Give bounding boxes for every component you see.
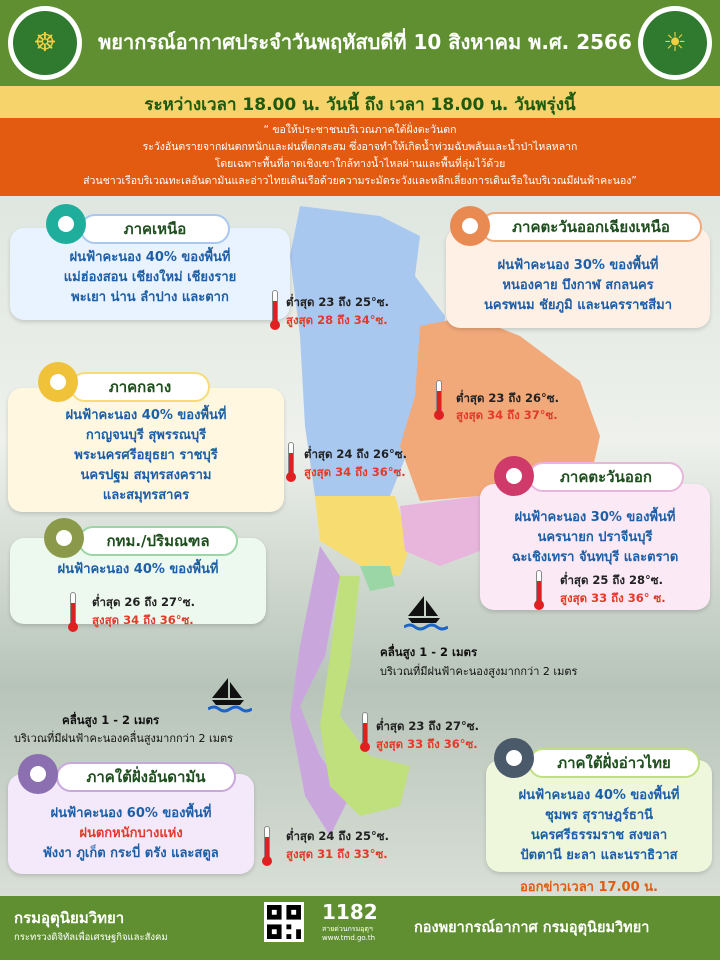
region-bangkok-shape xyxy=(360,566,395,591)
qr-code-icon[interactable] xyxy=(264,902,304,942)
region-line: พังงา ภูเก็ต กระบี่ ตรัง และสตูล xyxy=(43,846,219,861)
region-line: ฝนฟ้าคะนอง 40% ของพื้นที่ xyxy=(69,250,231,265)
region-line: ฝนฟ้าคะนอง 30% ของพื้นที่ xyxy=(514,510,676,525)
thermometer-icon xyxy=(360,712,370,754)
region-line: ฝนฟ้าคะนอง 60% ของพื้นที่ xyxy=(50,806,212,821)
temp-min-south-andaman: ต่ำสุด 24 ถึง 25°ซ. xyxy=(286,829,389,843)
hotline-number: 1182 xyxy=(322,900,378,924)
temp-max-bangkok: สูงสุด 34 ถึง 36°ซ. xyxy=(92,613,194,627)
location-pin-icon xyxy=(38,362,78,402)
location-pin-icon xyxy=(450,206,490,246)
tmd-seal-icon: ☀ xyxy=(643,11,707,75)
warning-line: โดยเฉพาะพื้นที่ลาดเชิงเขาใกล้ทางน้ำไหลผ่านและพื้นที่ลุ่มไว้ด้วย xyxy=(214,158,506,170)
region-line: และสมุทรสาคร xyxy=(102,488,190,503)
temp-min-northeast: ต่ำสุด 23 ถึง 26°ซ. xyxy=(456,391,559,405)
temp-min-north: ต่ำสุด 23 ถึง 25°ซ. xyxy=(286,295,389,309)
footer-org: กรมอุตุนิยมวิทยา xyxy=(14,909,125,927)
region-label-north: ภาคเหนือ xyxy=(80,214,230,244)
website-link[interactable]: www.tmd.go.th xyxy=(322,934,375,942)
region-label-bangkok: กทม./ปริมณฑล xyxy=(78,526,238,556)
temp-min-south-gulf: ต่ำสุด 23 ถึง 27°ซ. xyxy=(376,719,479,733)
footer-ministry: กระทรวงดิจิทัลเพื่อเศรษฐกิจและสังคม xyxy=(14,932,168,943)
wave-note-gulf: บริเวณที่มีฝนฟ้าคะนองสูงมากกว่า 2 เมตร xyxy=(380,665,578,678)
region-line: ฝนฟ้าคะนอง 40% ของพื้นที่ xyxy=(518,788,680,803)
region-line: ฝนฟ้าคะนอง 30% ของพื้นที่ xyxy=(497,258,659,273)
warning-banner xyxy=(0,118,720,196)
region-label-east: ภาคตะวันออก xyxy=(528,462,684,492)
region-line: นครพนม ชัยภูมิ และนครราชสีมา xyxy=(483,298,673,313)
temp-min-east: ต่ำสุด 25 ถึง 28°ซ. xyxy=(560,573,663,587)
sailboat-icon xyxy=(208,676,252,718)
region-line: พะเยา น่าน ลำปาง และตาก xyxy=(71,290,229,305)
region-card-northeast xyxy=(446,228,710,328)
ministry-seal-icon: ☸ xyxy=(13,11,77,75)
region-label-south-andaman: ภาคใต้ฝั่งอันดามัน xyxy=(56,762,236,792)
location-pin-icon xyxy=(18,754,58,794)
temp-max-northeast: สูงสุด 34 ถึง 37°ซ. xyxy=(456,408,558,422)
region-line: พระนครศรีอยุธยา ราชบุรี xyxy=(74,448,218,463)
temp-max-central: สูงสุด 34 ถึง 36°ซ. xyxy=(304,465,406,479)
issued-time: ออกข่าวเวลา 17.00 น. xyxy=(520,880,658,895)
location-pin-icon xyxy=(494,738,534,778)
hotline-label: สายด่วนกรมอุตุฯ xyxy=(322,925,373,933)
page-title: พยากรณ์อากาศประจำวันพฤหัสบดีที่ 10 สิงหาคม พ.ศ. 2566 xyxy=(98,30,632,54)
temp-max-east: สูงสุด 33 ถึง 36° ซ. xyxy=(560,591,666,605)
temp-min-bangkok: ต่ำสุด 26 ถึง 27°ซ. xyxy=(92,595,195,609)
location-pin-icon xyxy=(46,204,86,244)
region-label-northeast: ภาคตะวันออกเฉียงเหนือ xyxy=(480,212,702,242)
wave-note-andaman: บริเวณที่มีฝนฟ้าคะนองคลื่นสูงมากกว่า 2 เมตร xyxy=(14,732,234,745)
thermometer-icon xyxy=(534,570,544,612)
region-line: นครนายก ปราจีนบุรี xyxy=(537,530,653,545)
warning-line: “ ขอให้ประชาชนบริเวณภาคใต้ฝั่งตะวันตก xyxy=(263,124,457,136)
footer-division: กองพยากรณ์อากาศ กรมอุตุนิยมวิทยา xyxy=(414,920,650,936)
thermometer-icon xyxy=(262,826,272,868)
temp-max-south-andaman: สูงสุด 31 ถึง 33°ซ. xyxy=(286,847,388,861)
thermometer-icon xyxy=(434,380,444,422)
region-line: ฝนฟ้าคะนอง 40% ของพื้นที่ xyxy=(57,562,219,577)
ministry-logo xyxy=(8,6,82,80)
thermometer-icon xyxy=(286,442,296,484)
sailboat-icon xyxy=(404,594,448,636)
region-line: ปัตตานี ยะลา และนราธิวาส xyxy=(520,848,678,863)
thermometer-icon xyxy=(68,592,78,634)
tmd-logo xyxy=(638,6,712,80)
warning-line: ส่วนชาวเรือบริเวณทะเลอันดามันและอ่าวไทยเดินเรือด้วยความระมัดระวังและหลีกเลี่ยงการเดินเรือในบริเวณมีฝนฟ้าคะนอง” xyxy=(83,175,637,187)
region-line: หนองคาย บึงกาฬ สกลนคร xyxy=(502,278,654,293)
region-line: นครปฐม สมุทรสงคราม xyxy=(80,468,212,483)
location-pin-icon xyxy=(494,456,534,496)
region-label-central: ภาคกลาง xyxy=(70,372,210,402)
wave-title-andaman: คลื่นสูง 1 - 2 เมตร xyxy=(62,713,160,727)
temp-min-central: ต่ำสุด 24 ถึง 26°ซ. xyxy=(304,447,407,461)
forecast-period: ระหว่างเวลา 18.00 น. วันนี้ ถึง เวลา 18.00 น. วันพรุ่งนี้ xyxy=(144,95,576,115)
region-line: นครศรีธรรมราช สงขลา xyxy=(530,828,668,843)
region-line: กาญจนบุรี สุพรรณบุรี xyxy=(85,428,207,443)
thermometer-icon xyxy=(270,290,280,332)
region-line: ชุมพร สุราษฎร์ธานี xyxy=(544,808,654,823)
region-line: แม่ฮ่องสอน เชียงใหม่ เชียงราย xyxy=(63,270,237,285)
location-pin-icon xyxy=(44,518,84,558)
region-label-south-gulf: ภาคใต้ฝั่งอ่าวไทย xyxy=(528,748,700,778)
wave-title-gulf: คลื่นสูง 1 - 2 เมตร xyxy=(380,645,478,659)
temp-max-south-gulf: สูงสุด 33 ถึง 36°ซ. xyxy=(376,737,478,751)
temp-max-north: สูงสุด 28 ถึง 34°ซ. xyxy=(286,313,388,327)
region-south-gulf-shape xyxy=(320,576,410,816)
region-line: ฝนตกหนักบางแห่ง xyxy=(79,826,183,841)
region-card-central xyxy=(8,388,284,512)
warning-line: ระวังอันตรายจากฝนตกหนักและฝนที่ตกสะสม ซึ่งอาจทำให้เกิดน้ำท่วมฉับพลันและน้ำป่าไหลหลาก xyxy=(142,141,578,153)
region-line: ฝนฟ้าคะนอง 40% ของพื้นที่ xyxy=(65,408,227,423)
region-line: ฉะเชิงเทรา จันทบุรี และตราด xyxy=(511,550,679,565)
